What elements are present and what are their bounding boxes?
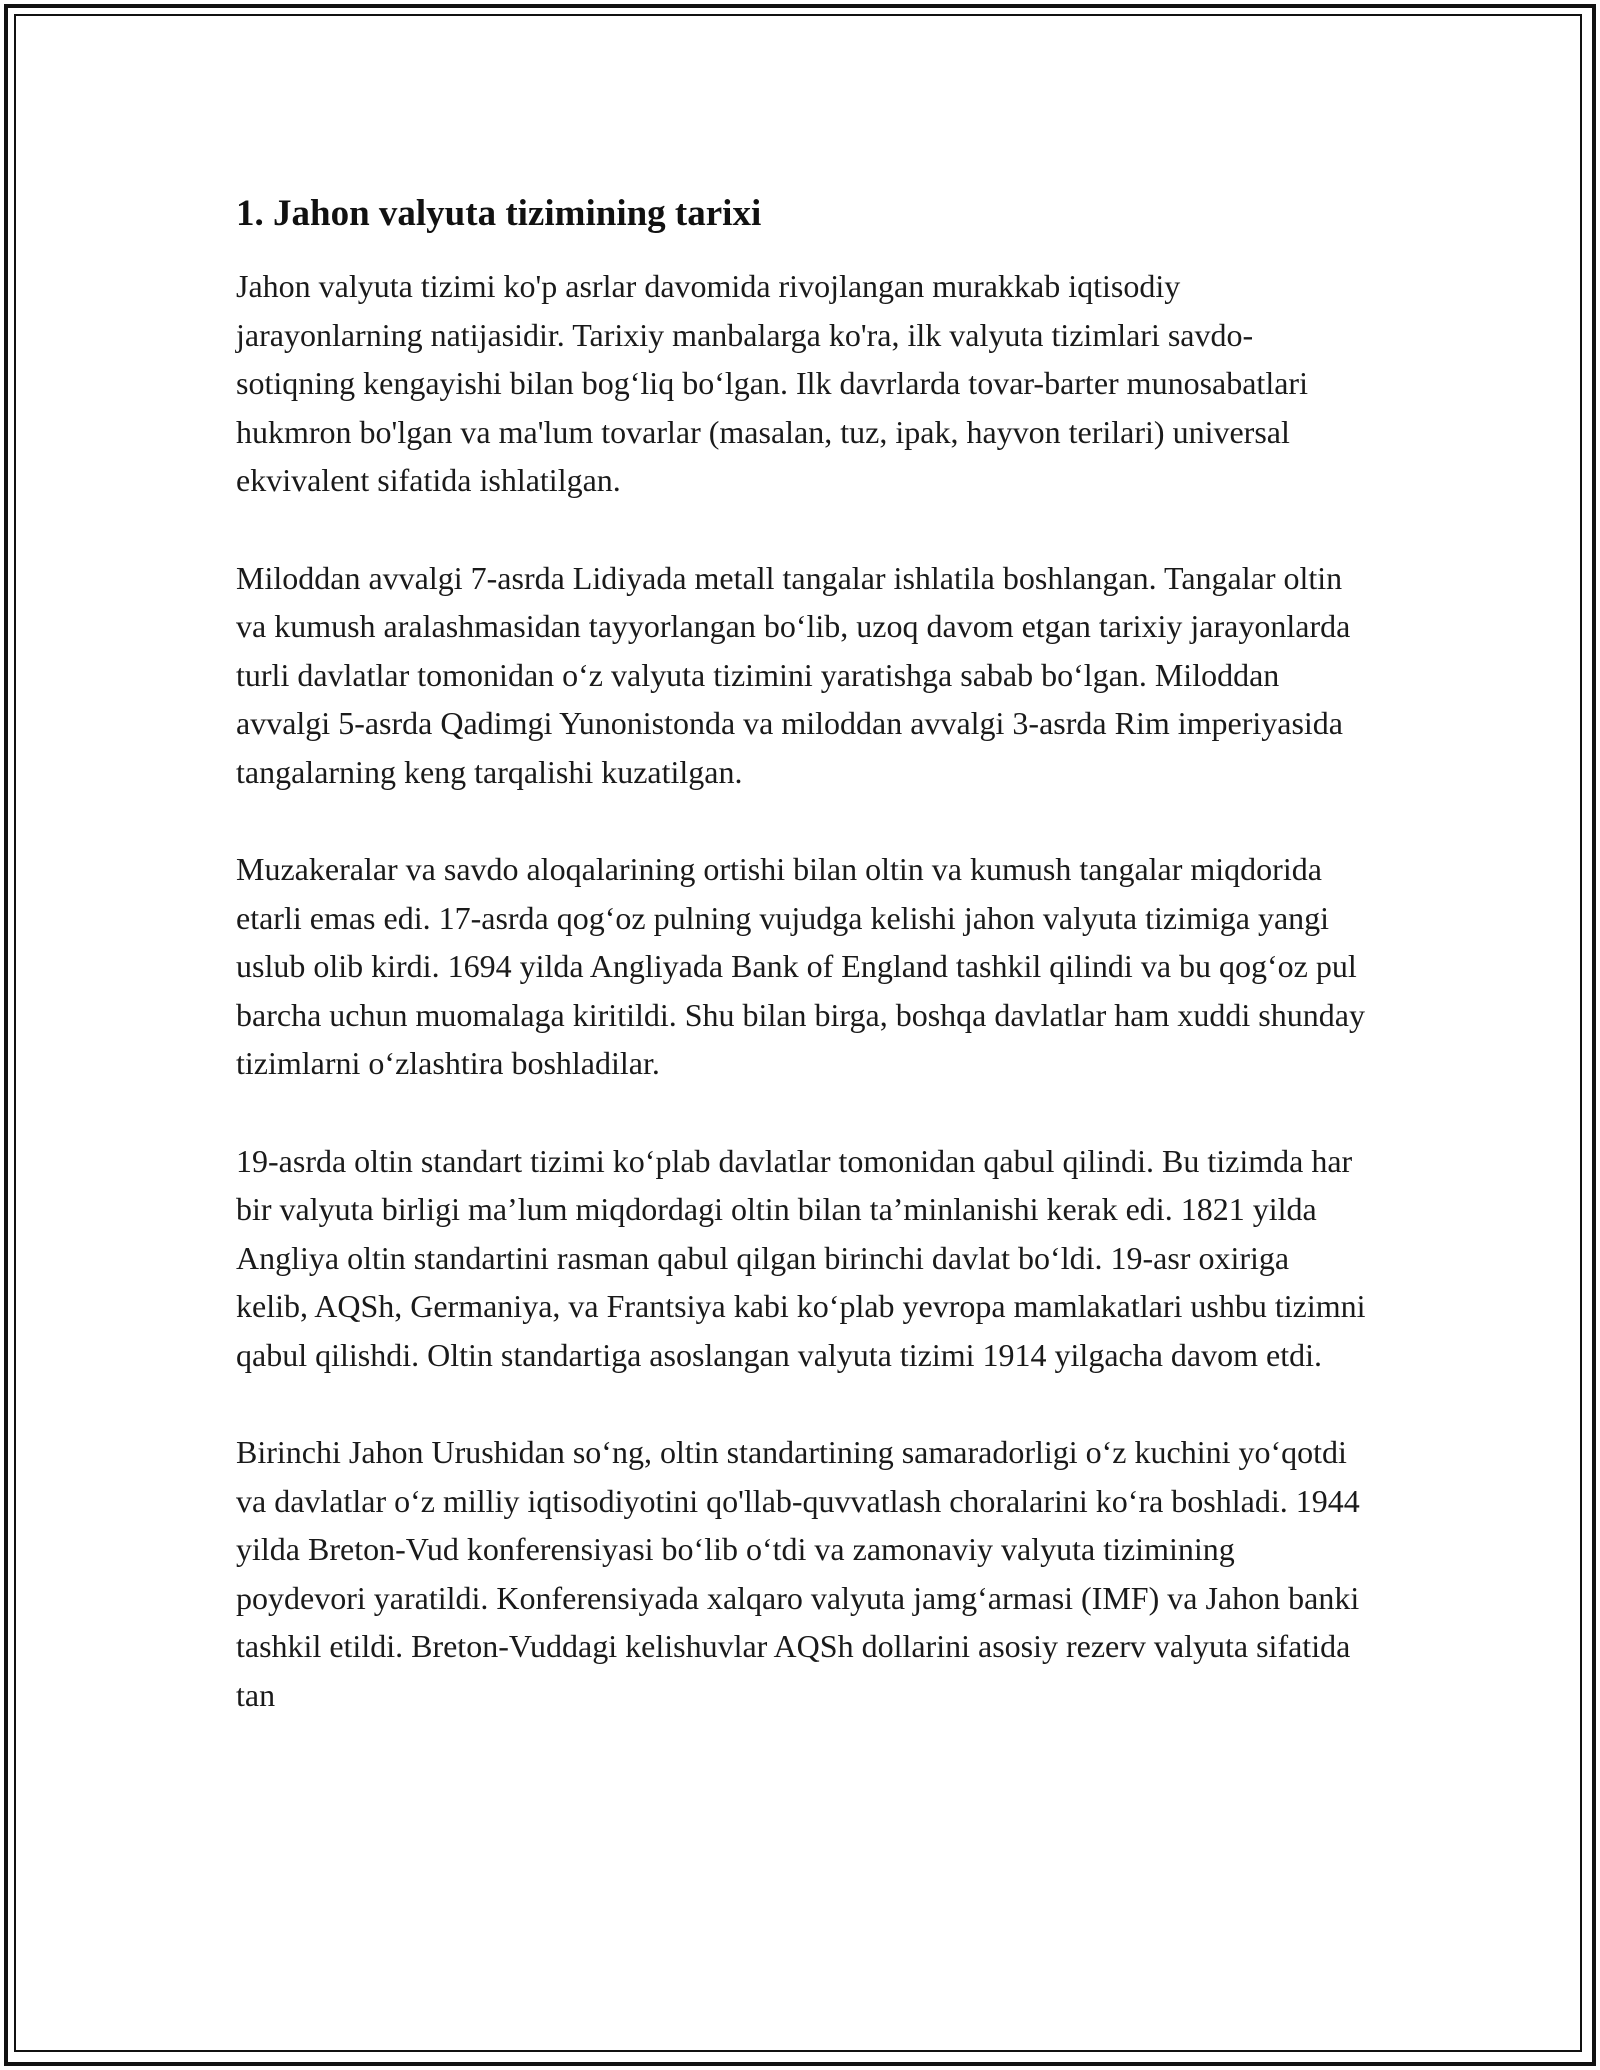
- paragraph-5: Birinchi Jahon Urushidan so‘ng, oltin standartining samaradorligi o‘z kuchini yo‘qotdi va davlatlar o‘z milliy iqtisodiyotini qo'llab-quvvatlash choralarini ko‘ra boshladi. 1944 yilda Breton-Vud konferensiyasi bo‘lib o‘tdi va zamonaviy valyuta tizimining poydevori yaratildi. Konferensiyada xalqaro valyuta jamg‘armasi (IMF) va Jahon banki tashkil etildi. Breton-Vuddagi kelishuvlar AQSh dollarini asosiy rezerv valyuta sifatida tan: [236, 1434, 1360, 1713]
- paragraph-4: 19-asrda oltin standart tizimi ko‘plab davlatlar tomonidan qabul qilindi. Bu tizimda har bir valyuta birligi ma’lum miqdordagi oltin bilan ta’minlanishi kerak edi. 1821 yilda Angliya oltin standartini rasman qabul qilgan birinchi davlat bo‘ldi. 19-asr oxiriga kelib, AQSh, Germaniya, va Frantsiya kabi ko‘plab yevropa mamlakatlari ushbu tizimni qabul qilishdi. Oltin standartiga asoslangan valyuta tizimi 1914 yilgacha davom etdi.: [236, 1142, 1366, 1373]
- paragraph-2: Miloddan avvalgi 7-asrda Lidiyada metall tangalar ishlatila boshlangan. Tangalar oltin va kumush aralashmasidan tayyorlangan bo‘lib, uzoq davom etgan tarixiy jarayonlarda turli davlatlar tomonidan o‘z valyuta tizimini yaratishga sabab bo‘lgan. Miloddan avvalgi 5-asrda Qadimgi Yunonistonda va miloddan avvalgi 3-asrda Rim imperiyasida tangalarning keng tarqalishi kuzatilgan.: [236, 559, 1351, 790]
- document-body: [236, 186, 1366, 1768]
- paragraph-3: Muzakeralar va savdo aloqalarining ortishi bilan oltin va kumush tangalar miqdorida etarli emas edi. 17-asrda qog‘oz pulning vujudga kelishi jahon valyuta tizimiga yangi uslub olib kirdi. 1694 yilda Angliyada Bank of England tashkil qilindi va bu qog‘oz pul barcha uchun muomalaga kiritildi. Shu bilan birga, boshqa davlatlar ham xuddi shunday tizimlarni o‘zlashtira boshladilar.: [236, 851, 1365, 1081]
- paragraph-1: Jahon valyuta tizimi ko'p asrlar davomida rivojlangan murakkab iqtisodiy jarayonlarning natijasidir. Tarixiy manbalarga ko'ra, ilk valyuta tizimlari savdo-sotiqning kengayishi bilan bog‘liq bo‘lgan. Ilk davrlarda tovar-barter munosabatlari hukmron bo'lgan va ma'lum tovarlar (masalan, tuz, ipak, hayvon terilari) universal ekvivalent sifatida ishlatilgan.: [236, 268, 1308, 498]
- section-heading: 1. Jahon valyuta tizimining tarixi: [236, 193, 762, 234]
